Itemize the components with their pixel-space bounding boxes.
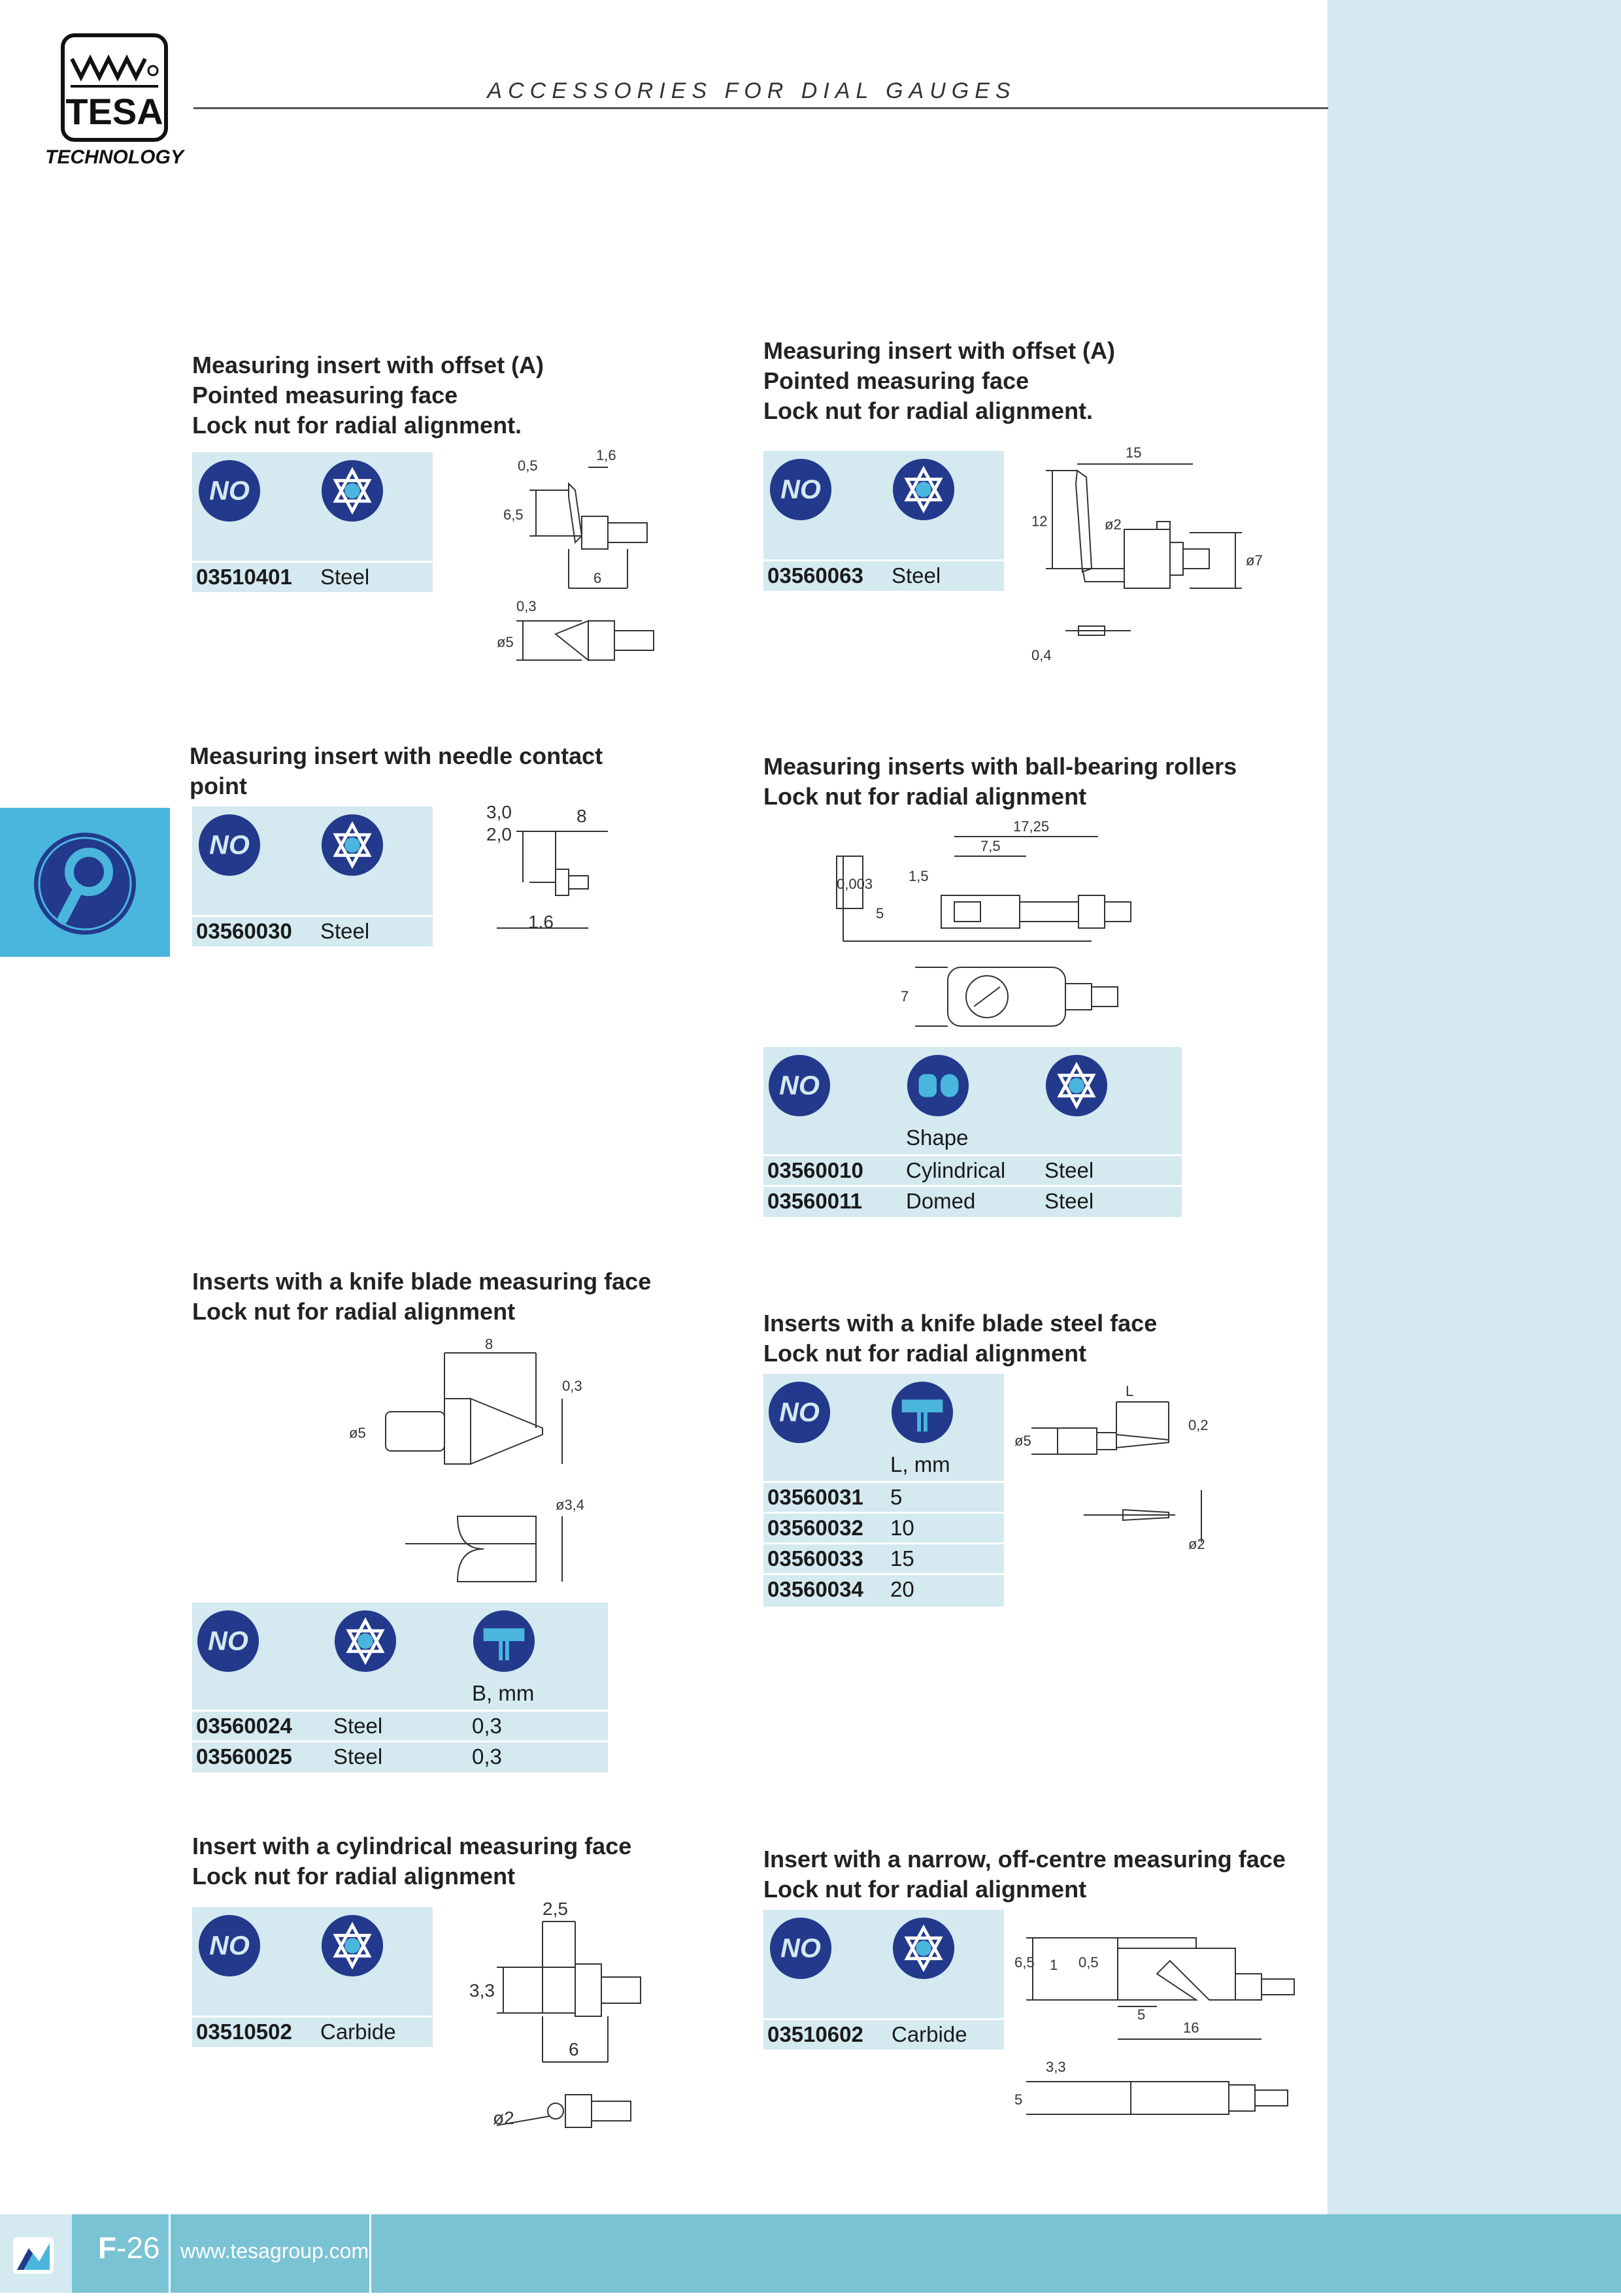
svg-text:ø2: ø2: [1105, 516, 1122, 533]
svg-text:6,5: 6,5: [503, 507, 524, 523]
svg-text:6: 6: [593, 570, 602, 586]
svg-text:16: 16: [1183, 2020, 1199, 2036]
footer-separator: [369, 2214, 371, 2293]
article-number: 03560033: [767, 1546, 863, 1571]
svg-text:5: 5: [1014, 2091, 1023, 2108]
number-icon: [767, 1054, 831, 1118]
table-row: [192, 561, 433, 591]
article-number: 03560011: [767, 1189, 863, 1213]
column-header-b: B, mm: [472, 1681, 535, 1705]
article-number: 03510401: [196, 565, 292, 589]
svg-text:NO: NO: [779, 1397, 820, 1427]
logo-subtext: TECHNOLOGY: [45, 146, 184, 168]
svg-text:NO: NO: [779, 1070, 820, 1101]
material-icon: [320, 1914, 384, 1978]
product-table: [763, 451, 1004, 591]
product-table: [192, 807, 433, 946]
material: Steel: [1044, 1158, 1094, 1182]
svg-text:ø5: ø5: [349, 1425, 366, 1441]
shape-icon: [906, 1054, 970, 1118]
svg-text:ø7: ø7: [1246, 552, 1263, 569]
drawing-narrow-off-centre-insert: [1000, 1908, 1314, 2144]
product-knife-blade-insert: [192, 1267, 780, 1327]
number-icon: [769, 1916, 833, 1980]
blade-width: 0,3: [472, 1714, 502, 1738]
svg-text:ø2: ø2: [1188, 1536, 1205, 1552]
shape: Cylindrical: [906, 1158, 1006, 1182]
column-header-l: L, mm: [890, 1452, 950, 1476]
svg-text:15: 15: [1126, 444, 1142, 461]
svg-text:8: 8: [485, 1336, 493, 1352]
svg-text:ø5: ø5: [1014, 1433, 1031, 1449]
material: Carbide: [892, 2022, 967, 2046]
material: Steel: [333, 1714, 383, 1738]
table-row: [763, 1542, 1004, 1573]
product-cylindrical-insert: [192, 1831, 780, 1891]
drawing-offset-insert-2: [1026, 438, 1275, 680]
table-row: [763, 1512, 1004, 1542]
number-icon: [196, 1609, 260, 1673]
table-row: [763, 1481, 1004, 1512]
blade-length: 20: [890, 1577, 914, 1601]
material-icon: [892, 1916, 956, 1980]
svg-text:0,2: 0,2: [1188, 1417, 1209, 1433]
product-table: [763, 1910, 1004, 2050]
svg-text:5: 5: [876, 905, 884, 922]
table-row: [192, 2016, 433, 2046]
svg-text:3,3: 3,3: [469, 1980, 495, 2001]
page-number-value: -26: [116, 2231, 160, 2265]
column-header-shape: Shape: [906, 1125, 969, 1150]
material-icon: [1044, 1054, 1109, 1118]
blade-width-icon: [472, 1609, 536, 1673]
blade-width: 0,3: [472, 1744, 502, 1769]
table-row: [763, 1573, 1004, 1604]
material-icon: [892, 458, 956, 522]
shape: Domed: [906, 1189, 976, 1213]
product-title: Inserts with a knife blade steel face Lock nut for radial alignment: [763, 1310, 1158, 1367]
article-number: 03560034: [767, 1577, 863, 1601]
svg-text:0,4: 0,4: [1031, 647, 1052, 663]
svg-text:ø2: ø2: [493, 2108, 514, 2128]
table-row: [192, 1740, 608, 1771]
product-title: Insert with a narrow, off-centre measuring face Lock nut for radial alignment: [763, 1846, 1286, 1903]
article-number: 03560063: [767, 563, 863, 588]
website-link[interactable]: www.tesagroup.com: [180, 2239, 369, 2263]
dial-gauge-section-icon: [0, 808, 170, 957]
svg-text:NO: NO: [208, 1625, 248, 1656]
svg-text:NO: NO: [780, 1933, 821, 1963]
page-number: [98, 2230, 160, 2265]
svg-text:0,3: 0,3: [516, 598, 537, 614]
article-number: 03560010: [767, 1158, 863, 1182]
svg-text:NO: NO: [209, 475, 250, 506]
product-table: [763, 1374, 1004, 1606]
product-title: Measuring insert with needle contact point: [190, 742, 603, 799]
material: Steel: [1044, 1189, 1094, 1213]
svg-text:6,5: 6,5: [1014, 1954, 1035, 1971]
drawing-knife-blade-steel: [1012, 1373, 1228, 1556]
svg-text:1.6: 1.6: [528, 912, 554, 932]
product-title: Inserts with a knife blade measuring face Lock nut for radial alignment: [192, 1268, 652, 1325]
page-header-title: ACCESSORIES FOR DIAL GAUGES: [487, 78, 1016, 103]
table-row: [763, 1185, 1182, 1216]
header-rule: [193, 107, 1328, 109]
svg-text:0,5: 0,5: [518, 458, 538, 474]
logo-text: TESA: [65, 91, 163, 132]
table-row: [192, 1710, 608, 1740]
svg-text:NO: NO: [780, 474, 821, 505]
section-tab: [0, 808, 170, 957]
product-title: Measuring inserts with ball-bearing rollers Lock nut for radial alignment: [763, 753, 1237, 810]
number-icon: [197, 813, 261, 877]
drawing-needle-insert: [484, 804, 634, 948]
svg-text:0,5: 0,5: [1078, 1954, 1099, 1971]
product-table: [192, 452, 433, 592]
article-number: 03560025: [196, 1744, 292, 1769]
svg-text:3,3: 3,3: [1046, 2059, 1066, 2075]
table-row: [192, 915, 433, 946]
number-icon: [197, 459, 261, 523]
product-title: Measuring insert with offset (A) Pointed measuring face Lock nut for radial alignment.: [763, 337, 1116, 424]
svg-text:L: L: [1126, 1383, 1134, 1399]
svg-text:6: 6: [569, 2039, 579, 2059]
svg-text:NO: NO: [209, 1930, 250, 1961]
svg-text:3,0: 3,0: [486, 802, 512, 822]
svg-text:0,003: 0,003: [837, 876, 873, 892]
table-row: [763, 2018, 1004, 2049]
brand-mark-icon: [0, 2214, 72, 2293]
svg-text:1,5: 1,5: [909, 868, 929, 884]
drawing-offset-insert: [477, 444, 686, 680]
number-icon: [767, 1380, 831, 1444]
product-table: [763, 1047, 1182, 1217]
product-table: [192, 1603, 608, 1772]
svg-text:5: 5: [1137, 2006, 1146, 2023]
article-number: 03510502: [196, 2020, 292, 2044]
article-number: 03560030: [196, 919, 292, 943]
svg-text:2,0: 2,0: [486, 824, 512, 844]
svg-text:2,5: 2,5: [543, 1899, 568, 1919]
svg-text:NO: NO: [209, 829, 250, 860]
table-row: [763, 1154, 1182, 1185]
product-offset-insert-a-2: [763, 336, 1286, 426]
svg-text:0,3: 0,3: [562, 1378, 582, 1394]
svg-text:12: 12: [1031, 513, 1048, 529]
table-row: [763, 559, 1004, 590]
section-letter: F: [98, 2231, 117, 2265]
material-icon: [333, 1609, 397, 1673]
footer-separator: [169, 2214, 171, 2293]
blade-length: 5: [890, 1485, 903, 1509]
material: Steel: [892, 563, 941, 588]
material: Carbide: [320, 2020, 396, 2044]
svg-text:1,6: 1,6: [596, 447, 616, 463]
article-number: 03560031: [767, 1485, 863, 1509]
product-offset-insert-a: [192, 350, 715, 441]
material: Steel: [320, 919, 370, 943]
article-number: 03510602: [767, 2022, 863, 2046]
article-number: 03560032: [767, 1516, 863, 1540]
product-narrow-off-centre-insert: [763, 1844, 1352, 1905]
drawing-cylindrical-insert: [464, 1895, 680, 2144]
blade-length-icon: [890, 1380, 954, 1444]
svg-text:1: 1: [1050, 1957, 1058, 1973]
product-ball-bearing-rollers: [763, 752, 1352, 812]
product-needle-insert: [190, 741, 712, 801]
product-knife-blade-steel: [763, 1308, 1352, 1369]
svg-text:17,25: 17,25: [1013, 818, 1050, 835]
svg-text:8: 8: [577, 806, 587, 826]
product-title: Measuring insert with offset (A) Pointed measuring face Lock nut for radial alignment.: [192, 352, 544, 439]
product-title: Insert with a cylindrical measuring face Lock nut for radial alignment: [192, 1833, 632, 1889]
svg-text:7: 7: [901, 988, 909, 1005]
material-icon: [320, 813, 384, 877]
number-icon: [197, 1914, 261, 1978]
svg-text:ø5: ø5: [497, 634, 514, 650]
tesa-logo: [45, 33, 184, 170]
material: Steel: [320, 565, 370, 589]
svg-text:7,5: 7,5: [980, 838, 1001, 854]
number-icon: [769, 458, 833, 522]
footer-badge: [0, 2214, 72, 2293]
article-number: 03560024: [196, 1714, 292, 1738]
material: Steel: [333, 1744, 383, 1769]
material-icon: [320, 459, 384, 523]
product-table: [192, 1907, 433, 2047]
blade-length: 10: [890, 1516, 914, 1540]
svg-text:ø3,4: ø3,4: [556, 1497, 585, 1513]
right-margin-strip: [1328, 0, 1621, 2214]
blade-length: 15: [890, 1546, 914, 1571]
drawing-knife-blade-insert: [340, 1333, 601, 1595]
drawing-ball-bearing-insert: [817, 817, 1157, 1046]
